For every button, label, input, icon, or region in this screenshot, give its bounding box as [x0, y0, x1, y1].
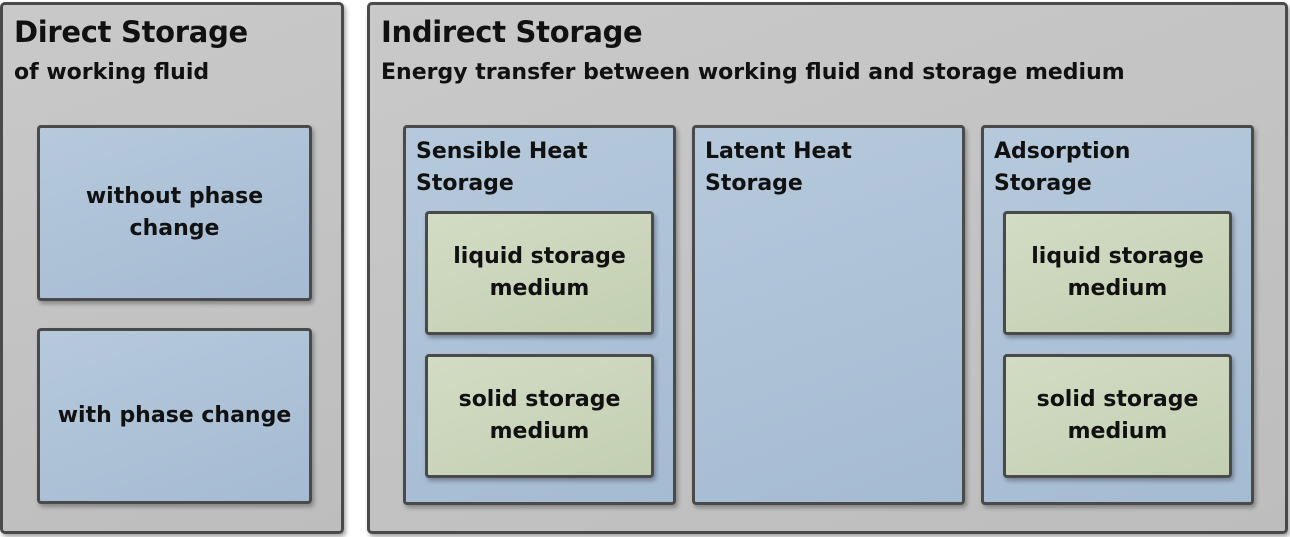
sensible-liquid-storage-medium-label [428, 214, 651, 332]
adsorption-solid-line-2: medium [1067, 419, 1168, 444]
adsorption-solid-line-1: solid storage [1036, 387, 1199, 412]
without-phase-change-line-1: without phase [85, 184, 264, 209]
without-phase-change-label [40, 128, 309, 298]
latent-heat-line-1: Latent Heat [705, 139, 852, 164]
adsorption-solid-storage-medium-label [1006, 357, 1229, 475]
sensible-heat-storage-label [416, 136, 646, 200]
sensible-heat-line-2: Storage [416, 171, 514, 196]
indirect-storage-subtitle: Energy transfer between working fluid and storage medium [381, 60, 1125, 85]
latent-heat-storage-label [705, 136, 935, 200]
sensible-solid-storage-medium-label [428, 357, 651, 475]
sensible-solid-line-1: solid storage [458, 387, 621, 412]
without-phase-change-box [37, 125, 312, 301]
sensible-heat-line-1: Sensible Heat [416, 139, 588, 164]
direct-storage-panel [0, 2, 344, 534]
latent-heat-storage-box [692, 125, 965, 505]
sensible-liquid-storage-medium-box [425, 211, 654, 335]
adsorption-line-2: Storage [994, 171, 1092, 196]
direct-storage-title: Direct Storage [14, 15, 248, 49]
with-phase-change-label [40, 331, 309, 501]
sensible-liquid-line-2: medium [489, 276, 590, 301]
without-phase-change-line-2: change [129, 216, 220, 241]
sensible-liquid-line-1: liquid storage [453, 244, 626, 269]
adsorption-liquid-storage-medium-label [1006, 214, 1229, 332]
direct-storage-subtitle: of working fluid [14, 60, 210, 85]
adsorption-storage-box [981, 125, 1254, 505]
adsorption-liquid-line-1: liquid storage [1031, 244, 1204, 269]
with-phase-change-box [37, 328, 312, 504]
adsorption-liquid-storage-medium-box [1003, 211, 1232, 335]
adsorption-line-1: Adsorption [994, 139, 1131, 164]
sensible-solid-line-2: medium [489, 419, 590, 444]
indirect-storage-panel [367, 2, 1288, 534]
latent-heat-line-2: Storage [705, 171, 803, 196]
with-phase-change-line-1: with phase change [57, 403, 292, 428]
indirect-storage-title: Indirect Storage [381, 15, 643, 49]
sensible-solid-storage-medium-box [425, 354, 654, 478]
sensible-heat-storage-box [403, 125, 676, 505]
adsorption-storage-label [994, 136, 1224, 200]
adsorption-liquid-line-2: medium [1067, 276, 1168, 301]
adsorption-solid-storage-medium-box [1003, 354, 1232, 478]
